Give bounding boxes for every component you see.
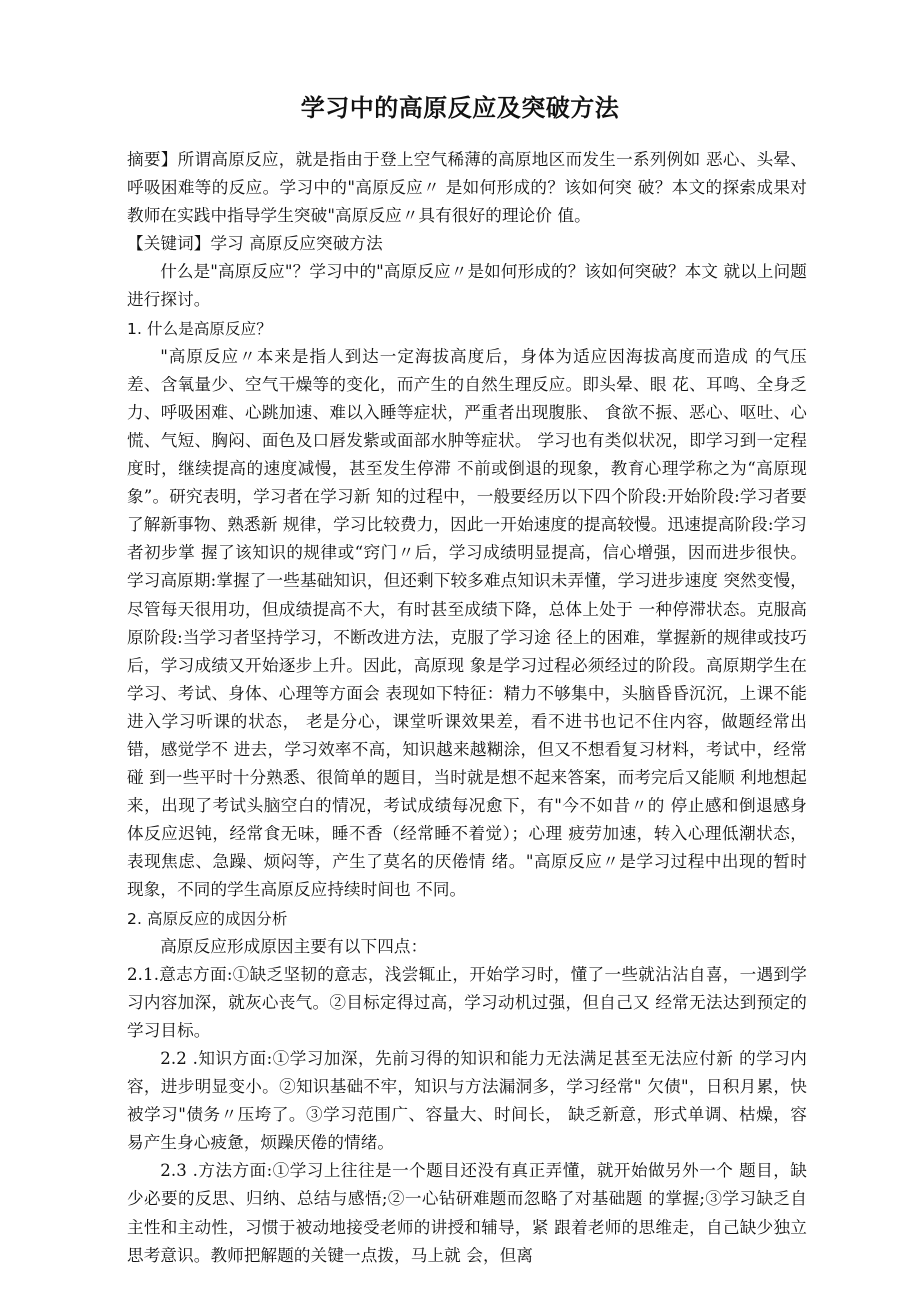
subsection-2-2-paragraph: 2.2 .知识方面:①学习加深，先前习得的知识和能力无法满足甚至无法应付新 的学习内容，进步明显变小。②知识基础不牢，知识与方法漏洞多，学习经常" 欠债"，日积月累，快被学习"债务〃压垮了。③学习范围广、容量大、时间长， 缺乏新意，形式单调、枯燥，容易产生身心疲惫，烦躁厌倦的情绪。 — [127, 1049, 807, 1153]
document-title: 学习中的高原反应及突破方法 — [300, 94, 620, 122]
keywords-line: 【关键词】学习 高原反应突破方法 — [127, 234, 383, 254]
section-1-heading: 1. 什么是高原反应？ — [127, 319, 272, 338]
intro-paragraph: 什么是"高原反应"？学习中的"高原反应〃是如何形成的？该如何突破？本文 就以上问题进行探讨。 — [127, 262, 807, 310]
abstract-paragraph: 摘要】所谓高原反应，就是指由于登上空气稀薄的高原地区而发生一系列例如 恶心、头晕、呼吸困难等的反应。学习中的"高原反应〃 是如何形成的？该如何突 破？本文的探索成果对教师在实践中指导学生突破"高原反应〃具有很好的理论价 值。 — [127, 150, 807, 226]
section-1-paragraph: "高原反应〃本来是指人到达一定海拔高度后，身体为适应因海拔高度而造成 的气压差、含氧量少、空气干燥等的变化，而产生的自然生理反应。即头晕、眼 花、耳鸣、全身乏力、呼吸困难、心跳加速、难以入睡等症状，严重者出现腹胀、 食欲不振、恶心、呕吐、心慌、气短、胸闷、面色及口唇发紫或面部水肿等症状。 学习也有类似状况，即学习到一定程度时，继续提高的速度减慢，甚至发生停滞 不前或倒退的现象，教育心理学称之为“高原现象”。研究表明，学习者在学习新 知的过程中，一般要经历以下四个阶段:开始阶段:学习者要了解新事物、熟悉新 规律，学习比较费力，因此一开始速度的提高较慢。迅速提高阶段:学习者初步掌 握了该知识的规律或“窍门〃后，学习成绩明显提高，信心增强，因而进步很快。 学习高原期:掌握了一些基础知识，但还剩下较多难点知识未弄懂，学习进步速度 突然变慢，尽管每天很用功，但成绩提高不大，有时甚至成绩下降，总体上处于 一种停滞状态。克服高原阶段:当学习者坚持学习，不断改进方法，克服了学习途 径上的困难，掌握新的规律或技巧后，学习成绩又开始逐步上升。因此，高原现 象是学习过程必须经过的阶段。高原期学生在学习、考试、身体、心理等方面会 表现如下特征：精力不够集中，头脑昏昏沉沉，上课不能进入学习听课的状态， 老是分心，课堂听课效果差，看不进书也记不住内容，做题经常出错，感觉学不 进去，学习效率不高，知识越来越糊涂，但又不想看复习材料，考试中，经常碰 到一些平时十分熟悉、很简单的题目，当时就是想不起来答案，而考完后又能顺 利地想起来，出现了考试头脑空白的情况，考试成绩每况愈下，有"今不如昔〃的 停止感和倒退感身体反应迟钝，经常食无味，睡不香（经常睡不着觉）；心理 疲劳加速，转入心理低潮状态，表现焦虑、急躁、烦闷等，产生了莫名的厌倦情 绪。"高原反应〃是学习过程中出现的暂时现象，不同的学生高原反应持续时间也 不同。 — [127, 346, 808, 900]
section-2-intro: 高原反应形成原因主要有以下四点： — [160, 936, 428, 956]
subsection-2-3-paragraph: 2.3 .方法方面:①学习上往往是一个题目还没有真正弄懂，就开始做另外一个 题目，缺少必要的反思、归纳、总结与感悟;②一心钻研难题而忽略了对基础题 的掌握;③学习缺乏自主性和主动性，习惯于被动地接受老师的讲授和辅导，紧 跟着老师的思维走，自己缺少独立思考意识。教师把解题的关键一点拨，马上就 会，但离 — [127, 1161, 807, 1265]
section-2-heading: 2. 高原反应的成因分析 — [127, 909, 288, 928]
subsection-2-1-paragraph: 2.1.意志方面:①缺乏坚韧的意志，浅尝辄止，开始学习时，懂了一些就沾沾自喜，一遇到学习内容加深，就灰心丧气。②目标定得过高，学习动机过强，但自己又 经常无法达到预定的学习目标。 — [127, 964, 807, 1040]
document-body — [127, 146, 807, 1270]
